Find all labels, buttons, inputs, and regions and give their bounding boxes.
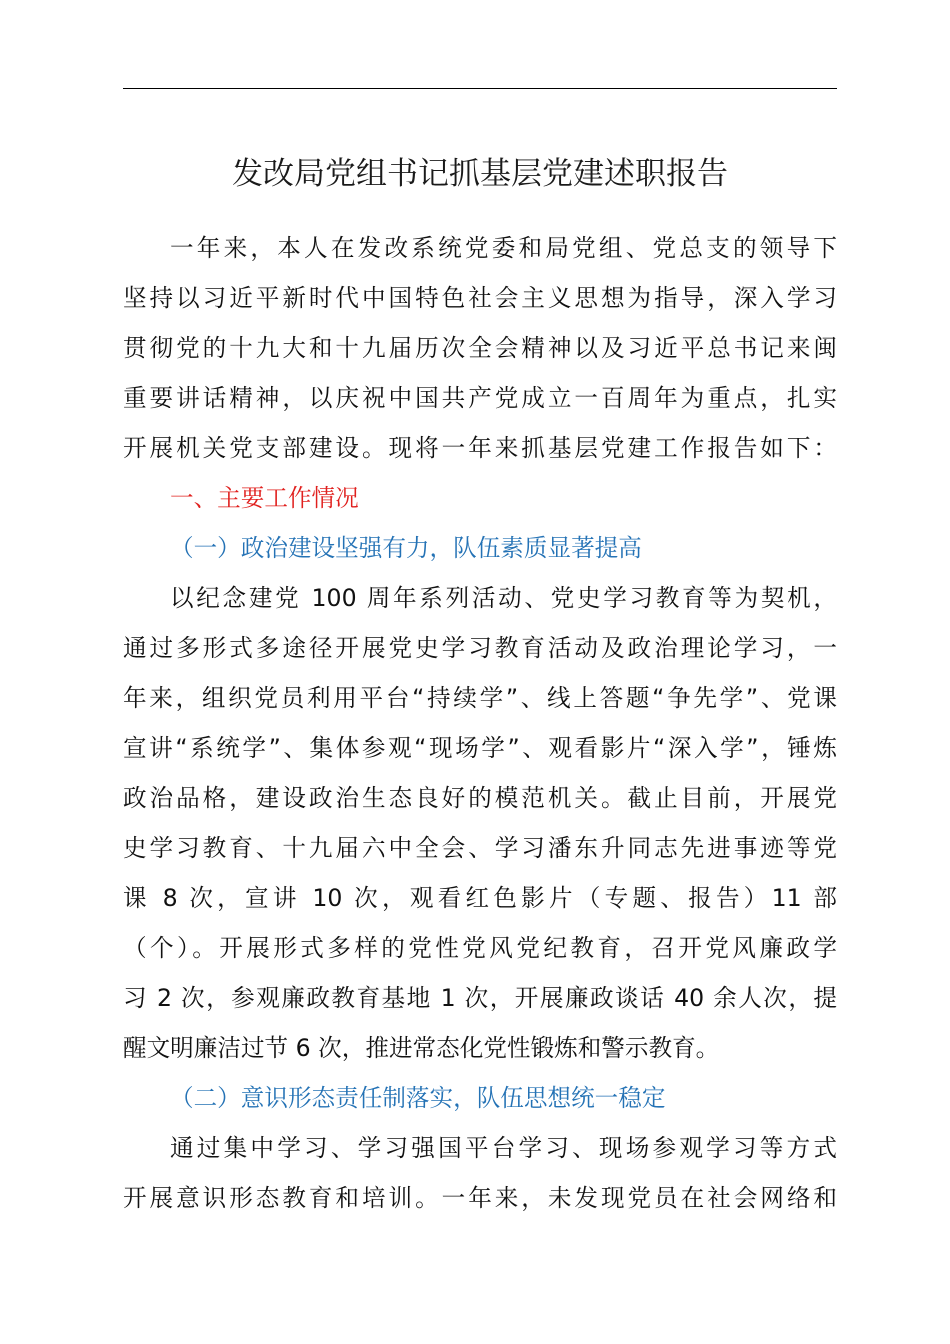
paragraph-line: 以纪念建党 100 周年系列活动、党史学习教育等为契机， [170, 584, 837, 612]
section-heading: 一、主要工作情况 [170, 484, 359, 512]
paragraph-line: 宣讲“系统学”、集体参观“现场学”、观看影片“深入学”，锤炼 [123, 734, 837, 762]
header-rule [123, 88, 837, 89]
paragraph-line: 一年来，本人在发改系统党委和局党组、党总支的领导下 [170, 234, 837, 262]
subsection-heading: （一）政治建设坚强有力，队伍素质显著提高 [170, 534, 642, 562]
document-title: 发改局党组书记抓基层党建述职报告 [232, 156, 728, 192]
paragraph-line: 课 8 次，宣讲 10 次，观看红色影片（专题、报告）11 部 [123, 884, 837, 912]
paragraph-line: 醒文明廉洁过节 6 次，推进常态化党性锻炼和警示教育。 [123, 1034, 720, 1062]
paragraph-line: 贯彻党的十九大和十九届历次全会精神以及习近平总书记来闽 [123, 334, 837, 362]
paragraph-line: 史学习教育、十九届六中全会、学习潘东升同志先进事迹等党 [123, 834, 837, 862]
paragraph-line: 通过多形式多途径开展党史学习教育活动及政治理论学习，一 [123, 634, 837, 662]
paragraph-line: 开展意识形态教育和培训。一年来，未发现党员在社会网络和 [123, 1184, 837, 1212]
subsection-heading: （二）意识形态责任制落实，队伍思想统一稳定 [170, 1084, 666, 1112]
paragraph-line: 重要讲话精神，以庆祝中国共产党成立一百周年为重点，扎实 [123, 384, 837, 412]
paragraph-line: 年来，组织党员利用平台“持续学”、线上答题“争先学”、党课 [123, 684, 837, 712]
paragraph-line: 开展机关党支部建设。现将一年来抓基层党建工作报告如下： [123, 434, 837, 462]
paragraph-line: 通过集中学习、学习强国平台学习、现场参观学习等方式 [170, 1134, 837, 1162]
paragraph-line: 习 2 次，参观廉政教育基地 1 次，开展廉政谈话 40 余人次，提 [123, 984, 837, 1012]
paragraph-line: 坚持以习近平新时代中国特色社会主义思想为指导，深入学习 [123, 284, 837, 312]
paragraph-line: （个）。开展形式多样的党性党风党纪教育，召开党风廉政学 [123, 934, 837, 962]
paragraph-line: 政治品格，建设政治生态良好的模范机关。截止目前，开展党 [123, 784, 837, 812]
